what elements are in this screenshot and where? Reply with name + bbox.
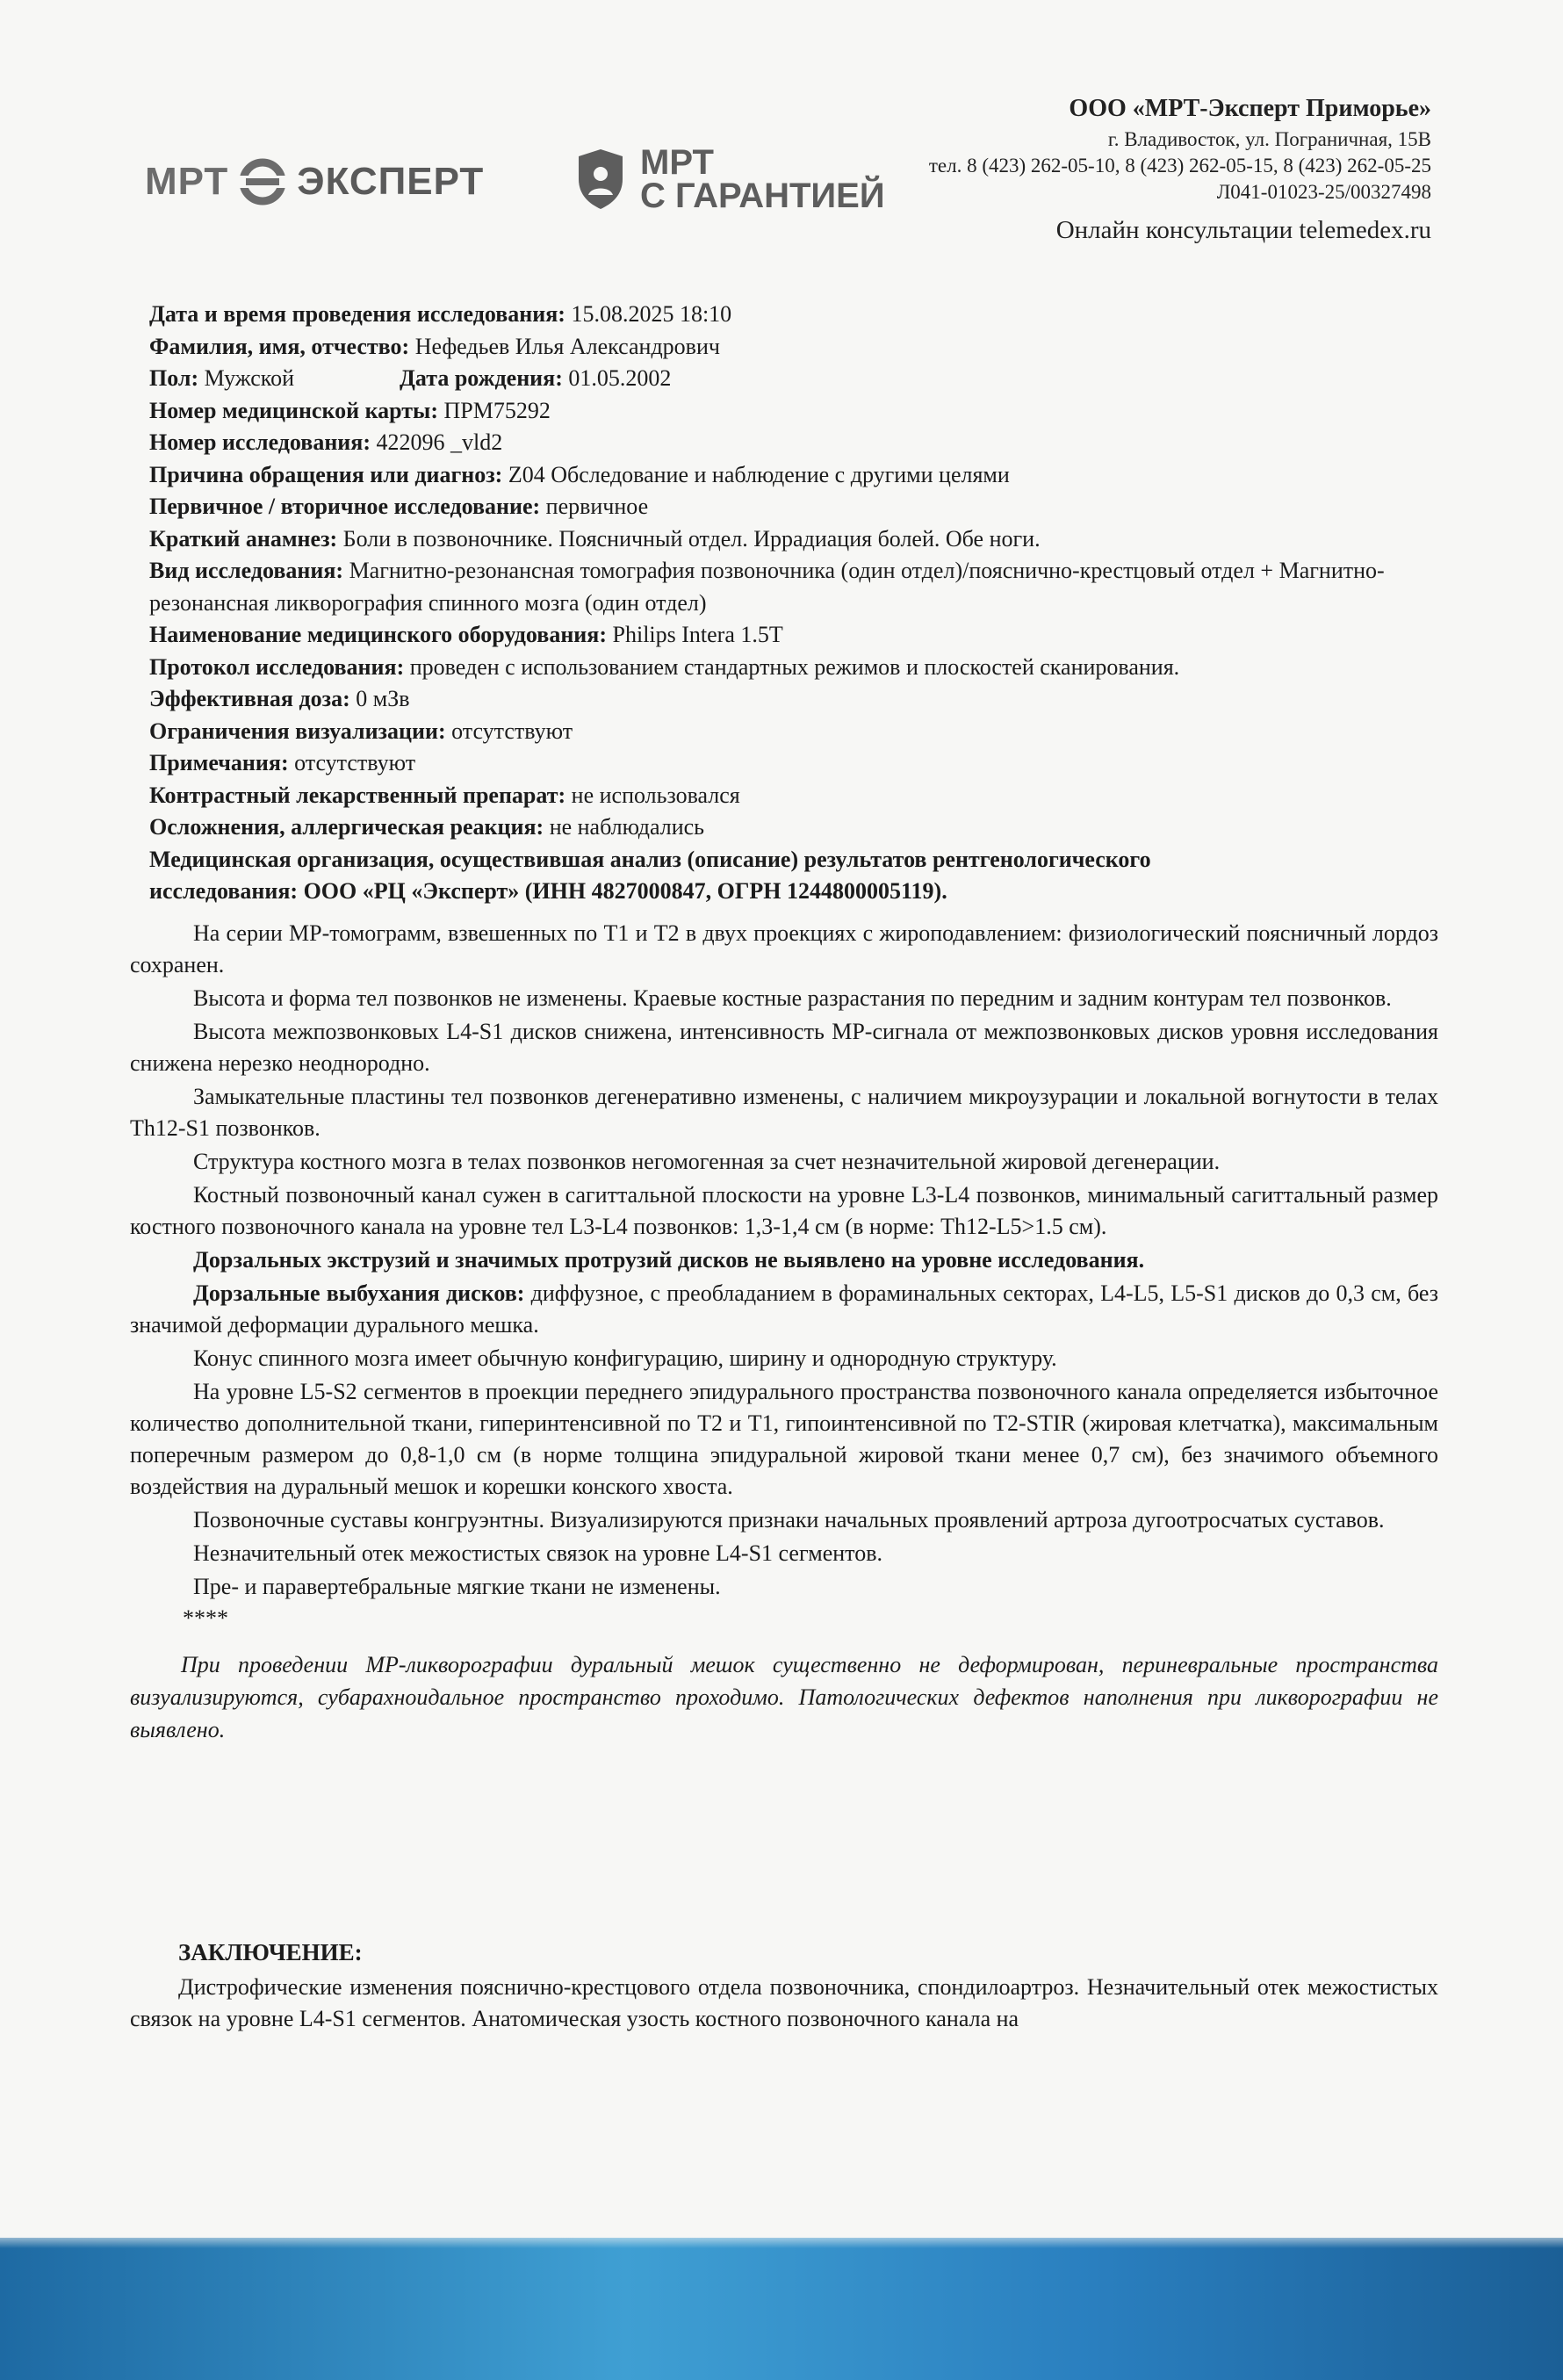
field-name-value: Нефедьев Илья Александрович: [409, 333, 720, 359]
field-limits-value: отсутствуют: [445, 718, 573, 744]
field-sex-birth: [149, 363, 1449, 395]
report-body: [130, 918, 1438, 1746]
paragraph-1: На серии МР-томограмм, взвешенных по Т1 и Т2 в двух проекциях с жироподавлением: физиологический поясничный лордоз сохранен.: [130, 920, 1438, 977]
paragraph-8-label: Дорзальные выбухания дисков:: [193, 1280, 525, 1306]
paragraph-8-value: диффузное, с преобладанием в фораминальных секторах, L4-L5, L5-S1 дисков до 0,3 см, без значимой деформации дурального мешка.: [130, 1280, 1439, 1338]
paragraph-liquorography: При проведении МР-ликворографии дуральный мешок существенно не деформирован, периневральные пространства визуализируются, субарахноидальное пространство проходимо. Патологических дефектов наполнения при ликворографии не выявлено.: [130, 1652, 1438, 1742]
paragraph-8: [130, 1278, 1438, 1341]
paragraph-3: Высота межпозвонковых L4-S1 дисков снижена, интенсивность МР-сигнала от межпозвонковых дисков уровня исследования снижена нерезко неоднородно.: [130, 1019, 1438, 1076]
field-org-value: ООО «РЦ «Эксперт» (ИНН 4827000847, ОГРН 1244800005119).: [298, 878, 947, 904]
mrt-guarantee-logo: [575, 143, 885, 215]
field-reason: [149, 459, 1449, 492]
field-contrast-label: Контрастный лекарственный препарат:: [149, 782, 566, 808]
paragraph-6: Костный позвоночный канал сужен в сагиттальной плоскости на уровне L3-L4 позвонков, минимальный сагиттальный размер костного позвоночного канала на уровне тел L3-L4 позвонков: 1,3-1,4 см (в норме: Th12-L5>1.5 см).: [130, 1182, 1438, 1239]
page-edge-shadow: [0, 2229, 1563, 2248]
field-card: [149, 395, 1449, 428]
field-primary: [149, 491, 1449, 523]
field-equipment-label: Наименование медицинского оборудования:: [149, 622, 608, 647]
field-protocol: [149, 652, 1449, 684]
field-notes-value: отсутствуют: [288, 750, 416, 775]
field-type-label: Вид исследования:: [149, 558, 344, 583]
conclusion-text: Дистрофические изменения пояснично-крестцового отдела позвоночника, спондилоартроз. Незначительный отек межостистых связок на уровне L4-S1 сегментов. Анатомическая узость костного позвоночного канала на: [130, 1974, 1438, 2031]
org-phones: тел. 8 (423) 262-05-10, 8 (423) 262-05-15, 8 (423) 262-05-25: [928, 155, 1431, 177]
field-contrast-value: не использовался: [565, 782, 740, 808]
logo-expert-word: ЭКСПЕРТ: [297, 160, 485, 203]
paragraph-7-text: Дорзальных экструзий и значимых протрузий дисков не выявлено на уровне исследования.: [193, 1247, 1145, 1273]
org-name: ООО «МРТ-Эксперт Приморье»: [1069, 95, 1431, 122]
field-dose-label: Эффективная доза:: [149, 686, 350, 711]
background-strip: [0, 2238, 1563, 2380]
field-complications: [149, 811, 1449, 844]
field-study-value: 422096 _vld2: [371, 429, 503, 455]
logo2-line1: МРТ: [640, 143, 714, 182]
field-date: [149, 299, 1449, 331]
paragraph-5: Структура костного мозга в телах позвонков негомогенная за счет незначительной жировой дегенерации.: [193, 1149, 1221, 1174]
field-card-value: ПРМ75292: [438, 397, 551, 423]
field-reason-label: Причина обращения или диагноз:: [149, 461, 503, 487]
field-dose: [149, 683, 1449, 716]
field-notes: [149, 747, 1449, 780]
field-date-label: Дата и время проведения исследования:: [149, 301, 565, 327]
field-name: [149, 331, 1449, 364]
paragraph-11: Позвоночные суставы конгруэнтны. Визуализируются признаки начальных проявлений артроза дугоотросчатых суставов.: [193, 1507, 1385, 1533]
org-online: Онлайн консультации telemedex.ru: [1055, 216, 1431, 244]
field-notes-label: Примечания:: [149, 750, 289, 775]
logo-ring-icon: [237, 156, 288, 207]
field-primary-label: Первичное / вторичное исследование:: [149, 494, 541, 519]
field-complications-label: Осложнения, аллергическая реакция:: [149, 814, 544, 840]
field-complications-value: не наблюдались: [544, 814, 705, 840]
field-card-label: Номер медицинской карты:: [149, 397, 439, 423]
field-org-label: Медицинская организация, осуществившая анализ (описание) результатов рентгенологического исследования:: [149, 846, 1151, 904]
patient-info: [149, 299, 1449, 908]
field-limits: [149, 716, 1449, 748]
separator-stars: ****: [183, 1605, 228, 1631]
field-type-value: Магнитно-резонансная томография позвоночника (один отдел)/пояснично-крестцовый отдел + Магнитно-резонансная ликворография спинного мозга (один отдел): [149, 558, 1385, 616]
org-license: Л041-01023-25/00327498: [1216, 181, 1431, 203]
field-equipment-value: Philips Intera 1.5T: [607, 622, 783, 647]
field-equipment: [149, 619, 1449, 652]
field-reason-value: Z04 Обследование и наблюдение с другими целями: [502, 461, 1010, 487]
field-protocol-value: проведен с использованием стандартных режимов и плоскостей сканирования.: [404, 653, 1180, 680]
organization-block: [869, 91, 1431, 249]
field-birth-label: Дата рождения:: [400, 365, 563, 391]
org-address: г. Владивосток, ул. Пограничная, 15В: [1107, 128, 1431, 150]
field-study-label: Номер исследования:: [149, 429, 371, 455]
field-limits-label: Ограничения визуализации:: [149, 718, 446, 744]
paragraph-12: Незначительный отек межостистых связок на уровне L4-S1 сегментов.: [193, 1540, 882, 1566]
logo-mrt-word: МРТ: [145, 160, 229, 203]
paragraph-9: Конус спинного мозга имеет обычную конфигурацию, ширину и однородную структуру.: [193, 1345, 1057, 1371]
field-anamnesis-label: Краткий анамнез:: [149, 525, 338, 552]
field-anamnesis-value: Боли в позвоночнике. Поясничный отдел. Иррадиация болей. Обе ноги.: [337, 525, 1041, 552]
paragraph-4: Замыкательные пластины тел позвонков дегенеративно изменены, с наличием микроузурации и локальной вогнутости в телах Th12-S1 позвонков.: [130, 1084, 1438, 1141]
field-sex-label: Пол:: [149, 365, 199, 391]
field-anamnesis: [149, 523, 1449, 556]
field-dose-value: 0 мЗв: [349, 686, 410, 711]
paragraph-7: [130, 1244, 1438, 1276]
field-date-value: 15.08.2025 18:10: [565, 301, 732, 327]
field-study: [149, 427, 1449, 459]
field-organization: [149, 844, 1291, 908]
conclusion-section: [130, 1936, 1438, 2035]
field-name-label: Фамилия, имя, отчество:: [149, 333, 410, 359]
field-contrast: [149, 780, 1449, 812]
field-primary-value: первичное: [540, 494, 649, 519]
field-type: [149, 555, 1449, 619]
field-protocol-label: Протокол исследования:: [149, 653, 405, 680]
conclusion-heading: ЗАКЛЮЧЕНИЕ:: [178, 1939, 363, 1965]
mrt-expert-logo: [145, 151, 484, 213]
field-birth-value: 01.05.2002: [562, 365, 672, 391]
shield-icon: [575, 148, 626, 211]
logo2-line2: С ГАРАНТИЕЙ: [640, 177, 885, 215]
field-sex-value: Мужской: [198, 365, 295, 391]
paragraph-2: Высота и форма тел позвонков не изменены. Краевые костные разрастания по передним и задним контурам тел позвонков.: [193, 985, 1392, 1011]
paragraph-13: Пре- и паравертебральные мягкие ткани не изменены.: [193, 1574, 721, 1599]
paragraph-10: На уровне L5-S2 сегментов в проекции переднего эпидурального пространства позвоночного канала определяется избыточное количество дополнительной ткани, гиперинтенсивной по Т2 и Т1, гипоинтенсивной по Т2-STIR (жировая клетчатка), максимальным поперечным размером до 0,8-1,0 см (в норме толщина эпидуральной жировой ткани менее 0,7 см), без значимого объемного воздействия на дуральный мешок и корешки конского хвоста.: [130, 1379, 1438, 1499]
